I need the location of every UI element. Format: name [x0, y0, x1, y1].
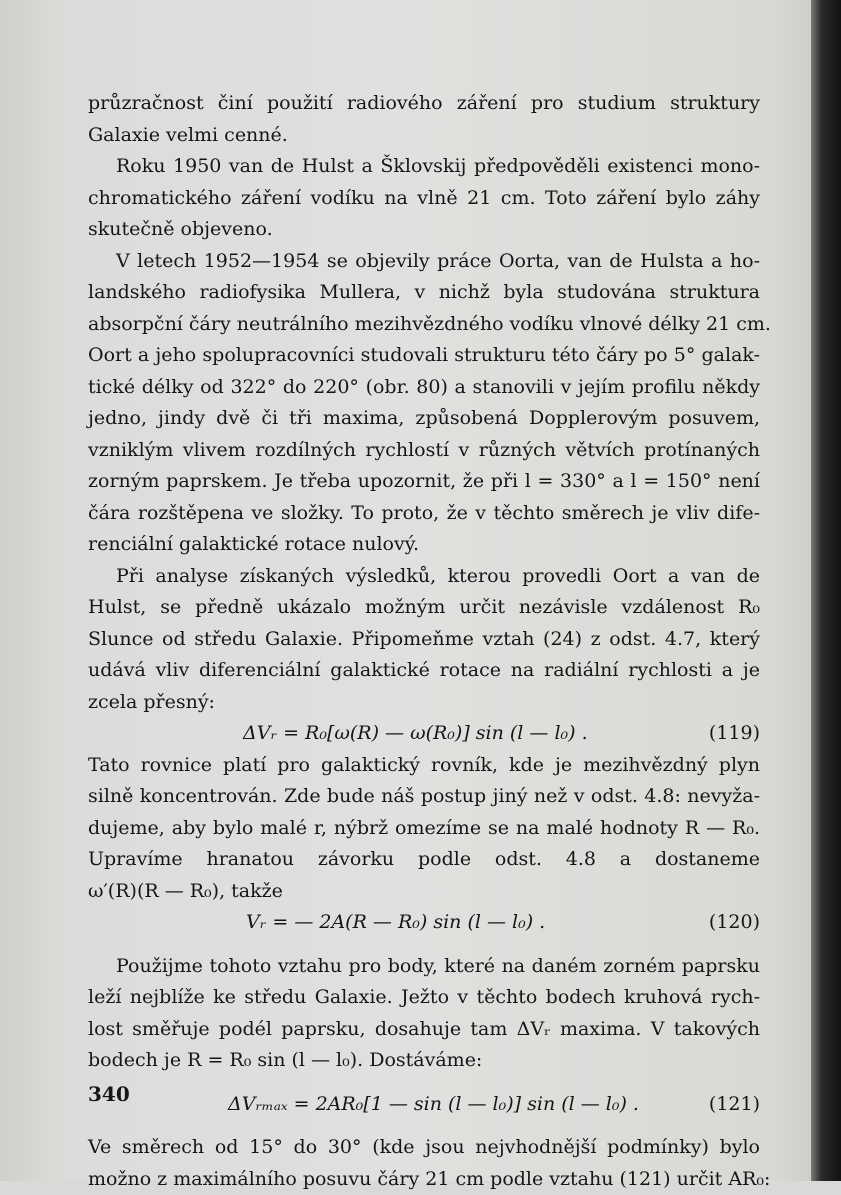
book-spine-shadow [811, 0, 841, 1181]
text-line: Tato rovnice platí pro galaktický rovník, kde je mezihvězdný plyn [88, 750, 760, 782]
text-line: renciální galaktické rotace nulový. [88, 529, 760, 561]
text-line: V letech 1952—1954 se objevily práce Oorta, van de Hulsta a ho- [88, 246, 760, 278]
text-line: vzniklým vlivem rozdílných rychlostí v různých větvích protínaných [88, 435, 760, 467]
text-line: Při analyse získaných výsledků, kterou provedli Oort a van de [88, 561, 760, 593]
text-line: leží nejblíže ke středu Galaxie. Ježto v těchto bodech kruhová rych- [88, 982, 760, 1014]
text-line: Použijme tohoto vztahu pro body, které na daném zorném paprsku [88, 951, 760, 983]
text-line: dujeme, aby bylo malé r, nýbrž omezíme se na malé hodnoty R — R₀. [88, 813, 760, 845]
equation-number: (119) [709, 718, 760, 750]
equation-number: (120) [709, 907, 760, 939]
page-number: 340 [88, 1082, 130, 1106]
equation-formula: ΔVᵣ = R₀[ω(R) — ω(R₀)] sin (l — l₀) . [243, 718, 588, 750]
spacer [88, 1120, 760, 1132]
equation-121 [88, 1089, 760, 1121]
text-line: Upravíme hranatou závorku podle odst. 4.8 a dostaneme [88, 844, 760, 876]
text-line: chromatického záření vodíku na vlně 21 cm. Toto záření bylo záhy [88, 183, 760, 215]
text-line: průzračnost činí použití radiového záření pro studium struktury [88, 88, 760, 120]
text-line: Slunce od středu Galaxie. Připomeňme vztah (24) z odst. 4.7, který [88, 624, 760, 656]
text-line: silně koncentrován. Zde bude náš postup jiný než v odst. 4.8: nevyža- [88, 781, 760, 813]
text-line: absorpční čáry neutrálního mezihvězdného vodíku vlnové délky 21 cm. [88, 309, 760, 341]
text-line: ω′(R)(R — R₀), takže [88, 876, 760, 908]
equation-120 [88, 907, 760, 939]
text-line: Oort a jeho spolupracovníci studovali strukturu této čáry po 5° galak- [88, 340, 760, 372]
text-line: Roku 1950 van de Hulst a Šklovskij předpověděli existenci mono- [88, 151, 760, 183]
spacer [88, 1077, 760, 1089]
text-line: čára rozštěpena ve složky. To proto, že v těchto směrech je vliv dife- [88, 498, 760, 530]
text-line: Hulst, se předně ukázalo možným určit nezávisle vzdálenost R₀ [88, 592, 760, 624]
text-line: Galaxie velmi cenné. [88, 120, 760, 152]
text-line: landského radiofysika Mullera, v nichž byla studována struktura [88, 277, 760, 309]
text-line: udává vliv diferenciální galaktické rotace na radiální rychlosti a je [88, 655, 760, 687]
text-line: zcela přesný: [88, 687, 760, 719]
text-line: bodech je R = R₀ sin (l — l₀). Dostáváme: [88, 1045, 760, 1077]
text-line: skutečně objeveno. [88, 214, 760, 246]
text-line: jedno, jindy dvě či tři maxima, způsobená Dopplerovým posuvem, [88, 403, 760, 435]
equation-formula: ΔVᵣₘₐₓ = 2AR₀[1 — sin (l — l₀)] sin (l — l₀) . [228, 1089, 639, 1121]
text-line: zorným paprskem. Je třeba upozornit, že při l = 330° a l = 150° není [88, 466, 760, 498]
page-text [88, 88, 760, 1195]
text-line: možno z maximálního posuvu čáry 21 cm podle vztahu (121) určit AR₀: [88, 1164, 760, 1195]
spacer [88, 939, 760, 951]
equation-119 [88, 718, 760, 750]
text-line: lost směřuje podél paprsku, dosahuje tam ΔVᵣ maxima. V takových [88, 1014, 760, 1046]
equation-formula: Vᵣ = — 2A(R — R₀) sin (l — l₀) . [246, 907, 545, 939]
equation-number: (121) [709, 1089, 760, 1121]
text-line: Ve směrech od 15° do 30° (kde jsou nejvhodnější podmínky) bylo [88, 1132, 760, 1164]
text-line: tické délky od 322° do 220° (obr. 80) a stanovili v jejím profilu někdy [88, 372, 760, 404]
